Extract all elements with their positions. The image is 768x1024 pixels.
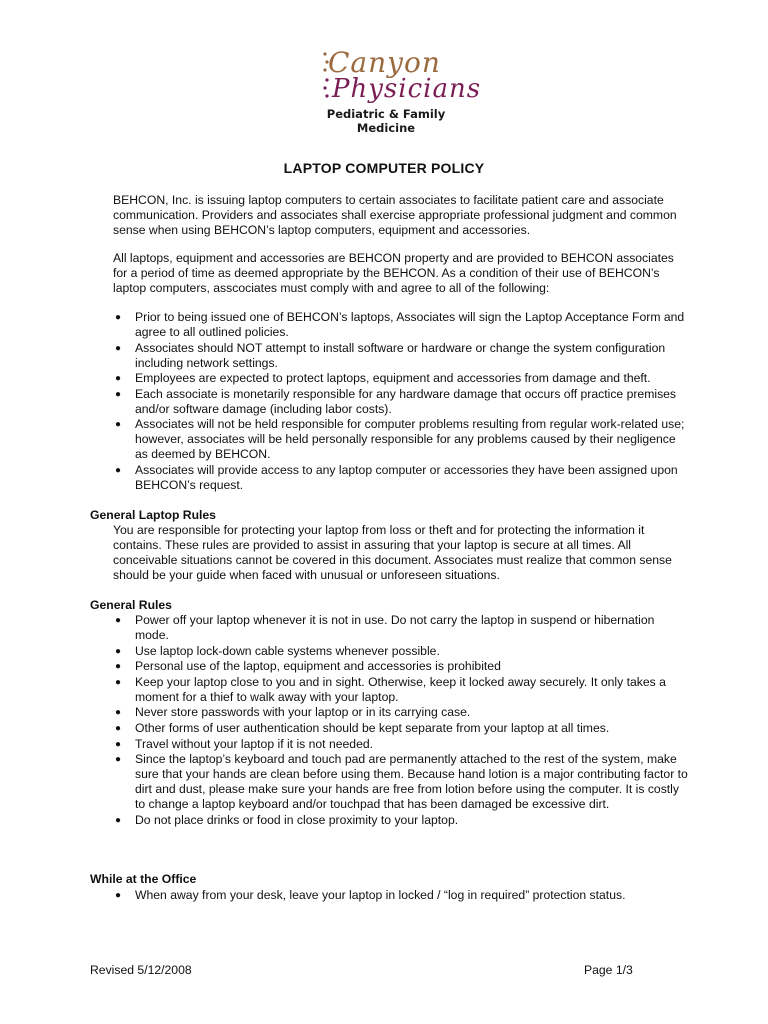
bullet-icon: ● (115, 645, 122, 657)
general-rules-heading: General Rules (90, 598, 172, 612)
list-item: ● Each associate is monetarily responsible for any hardware damage that occurs off practice premises and/or software damage (including labor costs). (115, 386, 677, 416)
office-list (113, 888, 688, 904)
bullet-icon: ● (115, 754, 122, 766)
list-item: ● Power off your laptop whenever it is not in use. Do not carry the laptop in suspend or hibernation mode. (115, 613, 655, 642)
page-number: Page 1/3 (584, 963, 633, 977)
list-item: ● Associates will provide access to any laptop computer or accessories they have been assigned upon BEHCON’s request. (115, 462, 678, 492)
list-item: ● Personal use of the laptop, equipment and accessories is prohibited (115, 659, 501, 674)
bullet-icon: ● (115, 722, 122, 734)
logo-line-1: Canyon (328, 46, 441, 79)
bullet-icon: ● (115, 707, 122, 719)
intro-paragraph-2: All laptops, equipment and accessories are BEHCON property and are provided to BEHCON associates for a period of time as deemed appropriate by the BEHCON. As a condition of their use of BEHCON’s laptop computers, asscociates must comply with and agree to all of the following: (113, 251, 674, 295)
general-rules-list (113, 613, 688, 828)
list-item: ● Prior to being issued one of BEHCON’s laptops, Associates will sign the Laptop Acceptance Form and agree to all outlined policies. (115, 310, 685, 339)
bullet-icon: ● (115, 676, 122, 688)
bullet-icon: ● (115, 464, 122, 476)
bullet-icon: ● (115, 814, 122, 826)
bullet-icon: ● (115, 661, 122, 673)
list-item: ● Other forms of user authentication should be kept separate from your laptop at all times. (115, 720, 610, 735)
canyon-physicians-logo (296, 44, 482, 135)
list-item: ● When away from your desk, leave your laptop in locked / “log in required” protection status. (115, 888, 626, 902)
list-item: ● Keep your laptop close to you and in sight. Otherwise, keep it locked away securely. It only takes a moment for a thief to walk away with your laptop. (115, 674, 666, 704)
general-laptop-rules-heading: General Laptop Rules (90, 508, 216, 522)
office-heading: While at the Office (90, 872, 197, 886)
list-item: ● Associates will not be held responsible for computer problems resulting from regular work-related use; however, associates will be held personally responsible for any problems caused by their negligence as deemed by BEHCON. (115, 417, 685, 462)
bullet-icon: ● (115, 738, 122, 750)
intro-paragraph-1: BEHCON, Inc. is issuing laptop computers to certain associates to facilitate patient care and associate communication. Providers and associates shall exercise appropriate professional judgment and common sense when using BEHCON’s laptop computers, equipment and accessories. (113, 193, 677, 237)
list-item: ● Employees are expected to protect laptops, equipment and accessories from damage and theft. (115, 371, 651, 386)
conditions-list (113, 310, 688, 494)
list-item: ● Associates should NOT attempt to install software or hardware or change the system configuration including network settings. (115, 340, 666, 370)
list-item: ● Never store passwords with your laptop or in its carrying case. (115, 705, 471, 720)
bullet-icon: ● (115, 419, 122, 431)
revised-date: Revised 5/12/2008 (90, 963, 192, 977)
bullet-icon: ● (115, 615, 122, 626)
document-title: LAPTOP COMPUTER POLICY (283, 160, 485, 176)
list-item: ● Use laptop lock-down cable systems whenever possible. (115, 643, 440, 658)
logo-line-2: Physicians (332, 74, 482, 104)
list-item: ● Do not place drinks or food in close proximity to your laptop. (115, 812, 459, 827)
bullet-icon: ● (115, 388, 122, 400)
general-laptop-rules-text: You are responsible for protecting your laptop from loss or theft and for protecting the information it contains. These rules are provided to assist in assuring that your laptop is secure at all times. All conceivable situations cannot be covered in this document. Associates must realize that common sense should be your guide when faced with unusual or unforeseen situations. (113, 523, 672, 582)
logo-tagline: Pediatric & Family Medicine (326, 107, 446, 135)
bullet-icon: ● (115, 890, 122, 901)
bullet-icon: ● (115, 312, 122, 323)
list-item: ● Travel without your laptop if it is not needed. (115, 736, 374, 751)
list-item: ● Since the laptop’s keyboard and touch pad are permanently attached to the rest of the system, make sure that your hands are clean before using them. Because hand lotion is a major contributing factor to dirt and dust, please make sure your hands are free from lotion before using the computer. It is costly to change a laptop keyboard and/or touchpad that has been damaged be excessive dirt. (115, 752, 688, 812)
bullet-icon: ● (115, 342, 122, 354)
bullet-icon: ● (115, 373, 122, 385)
